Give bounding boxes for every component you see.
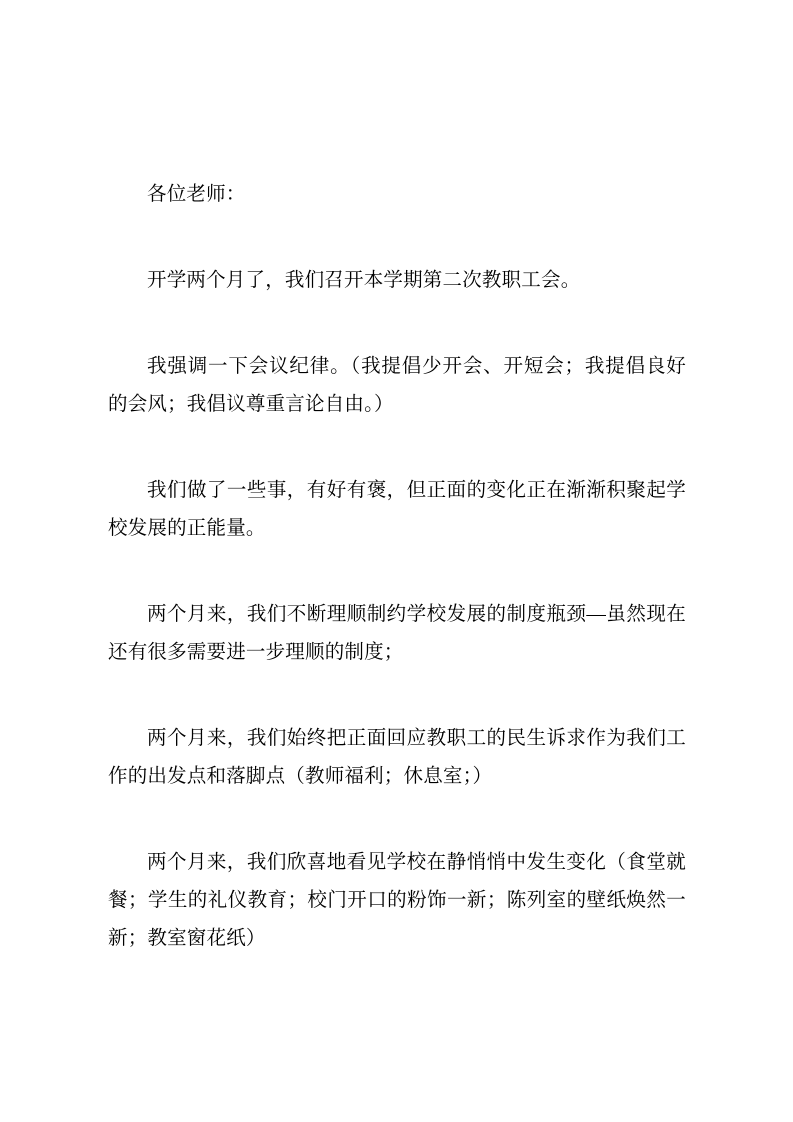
paragraph-staff-welfare: 两个月来，我们始终把正面回应教职工的民生诉求作为我们工作的出发点和落脚点（教师福利；休息室；） [108,728,686,787]
paragraph-school-changes: 两个月来，我们欣喜地看见学校在静悄悄中发生变化（食堂就餐；学生的礼仪教育；校门开口的粉饰一新；陈列室的壁纸焕然一新；教室窗花纸） [108,852,686,949]
paragraph-system-bottleneck: 两个月来，我们不断理顺制约学校发展的制度瓶颈—虽然现在还有很多需要进一步理顺的制度； [108,604,686,663]
paragraph-meeting-discipline: 我强调一下会议纪律。（我提倡少开会、开短会；我提倡良好的会风；我倡议尊重言论自由。） [108,356,686,415]
document-body [108,176,686,958]
paragraph-positive-energy: 我们做了一些事，有好有褒，但正面的变化正在渐渐积聚起学校发展的正能量。 [108,480,686,539]
paragraph-salutation: 各位老师： [147,184,246,205]
paragraph-meeting-opening: 开学两个月了，我们召开本学期第二次教职工会。 [147,270,581,291]
